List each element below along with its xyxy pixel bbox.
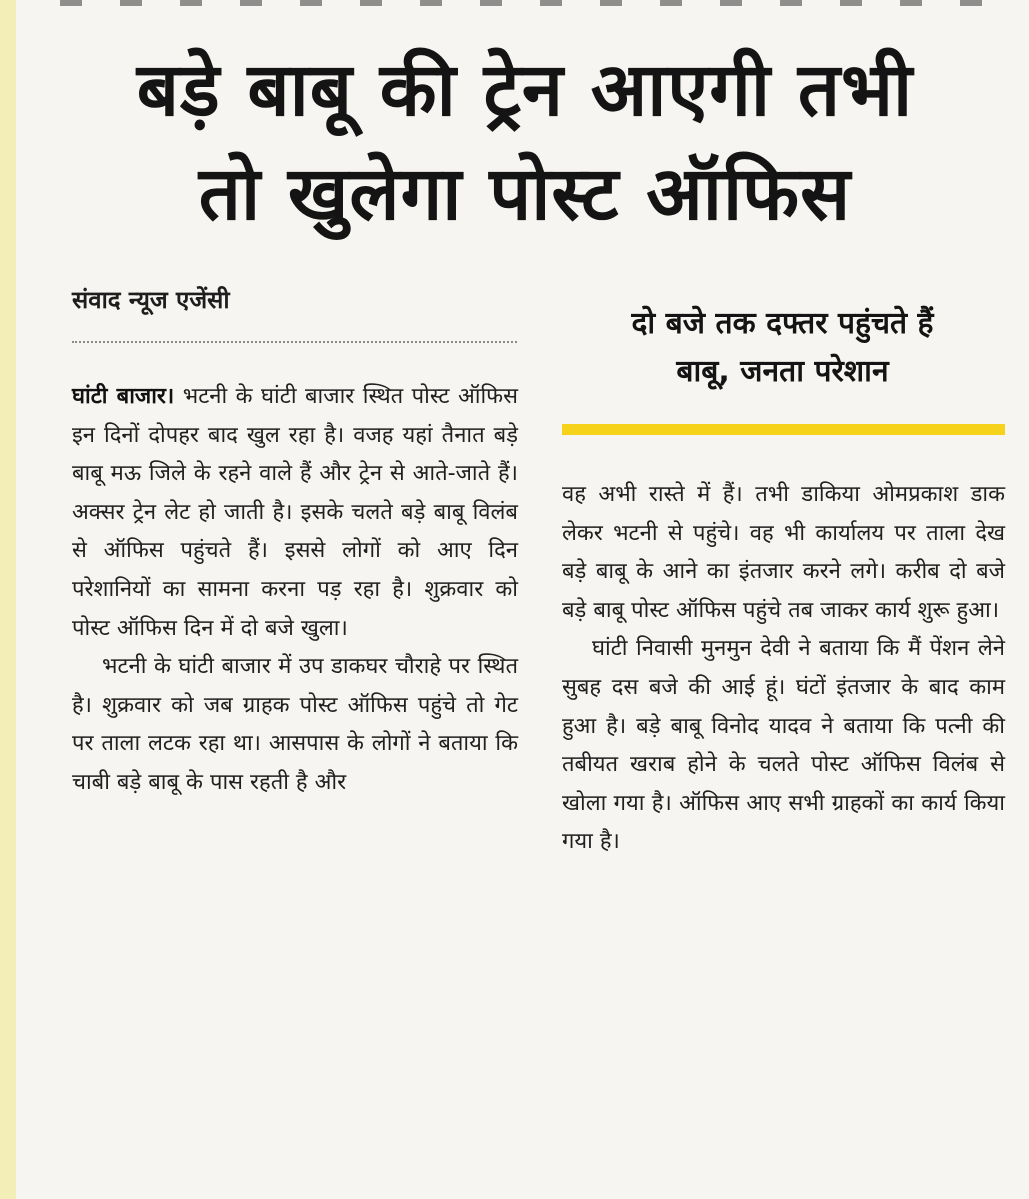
right-paragraph-2: घांटी निवासी मुनमुन देवी ने बताया कि मैं पेंशन लेने सुबह दस बजे की आई हूं। घंटों इंतजार के बाद काम हुआ है। बड़े बाबू विनोद यादव ने बताया कि पत्नी की तबीयत खराब होने के चलते पोस्ट ऑफिस विलंब से खोला गया है। ऑफिस आए सभी ग्राहकों का कार्य किया गया है। [562, 636, 1005, 855]
byline: संवाद न्यूज एजेंसी [72, 286, 230, 314]
headline-line-2: तो खुलेगा पोस्ट ऑफिस [198, 151, 852, 237]
left-paragraph-2: भटनी के घांटी बाजार में उप डाकघर चौराहे पर स्थित है। शुक्रवार को जब ग्राहक पोस्ट ऑफिस पहुंचे तो गेट पर ताला लटक रहा था। आसपास के लोगों ने बताया कि चाबी बड़े बाबू के पास रहती है और [72, 654, 518, 795]
yellow-edge-strip [0, 0, 16, 1199]
headline-line-1: बड़े बाबू की ट्रेन आएगी तभी [136, 47, 914, 133]
cropped-previous-text [60, 0, 1000, 6]
right-column [562, 476, 1005, 862]
left-paragraph-1-text: भटनी के घांटी बाजार स्थित पोस्ट ऑफिस इन दिनों दोपहर बाद खुल रहा है। वजह यहां तैनात बड़े बाबू मऊ जिले के रहने वाले हैं और ट्रेन से आते-जाते हैं। अक्सर ट्रेन लेट हो जाती है। इसके चलते बड़े बाबू विलंब से ऑफिस पहुंचते हैं। इससे लोगों को आए दिन परेशानियों का सामना करना पड़ रहा है। शुक्रवार को पोस्ट ऑफिस दिन में दो बजे खुला। [72, 384, 518, 641]
left-column [72, 378, 518, 803]
headline [30, 38, 1020, 246]
subheadline-accent-bar [562, 424, 1005, 435]
dateline: घांटी बाजार। [72, 384, 175, 409]
subheadline-line-1: दो बजे तक दफ्तर पहुंचते हैं [631, 306, 934, 341]
left-paragraph-1 [72, 378, 518, 648]
right-paragraph-1: वह अभी रास्ते में हैं। तभी डाकिया ओमप्रकाश डाक लेकर भटनी से पहुंचे। वह भी कार्यालय पर ताला देख बड़े बाबू के आने का इंतजार करने लगे। करीब दो बजे बड़े बाबू पोस्ट ऑफिस पहुंचे तब जाकर कार्य शुरू हुआ। [562, 482, 1005, 623]
subheadline [560, 300, 1005, 396]
byline-divider [72, 341, 517, 343]
subheadline-line-2: बाबू, जनता परेशान [676, 354, 889, 389]
